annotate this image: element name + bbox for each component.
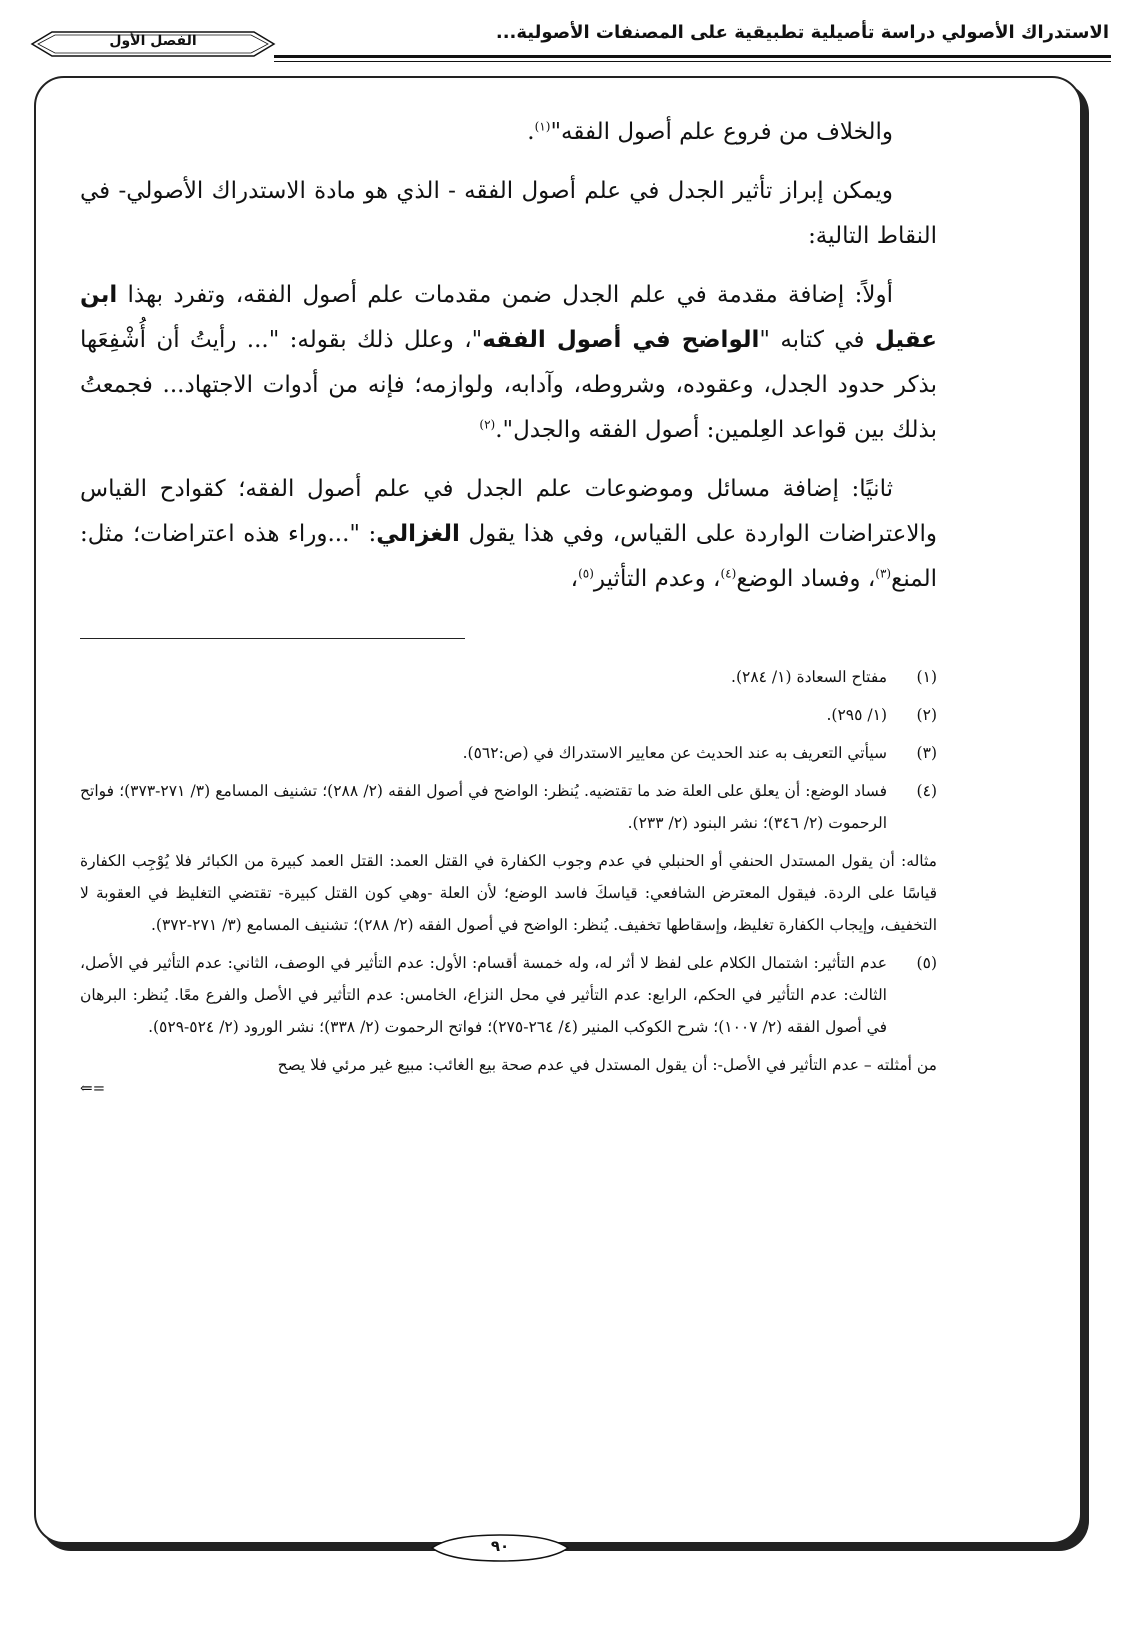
footnote-2	[80, 699, 937, 731]
chapter-label: الفصل الأول	[109, 33, 197, 49]
header-rule-thick	[274, 55, 1111, 58]
page-content	[80, 110, 937, 1101]
author-ghazali: الغزالي	[376, 521, 460, 547]
footnote-5-example: من أمثلته – عدم التأثير في الأصل-: أن يقول المستدل في عدم صحة بيع الغائب: مبيع غير مرئي فلا يصح =⇐	[80, 1056, 937, 1097]
footnote-text: فساد الوضع: أن يعلق على العلة ضد ما تقتضيه. يُنظر: الواضح في أصول الفقه (٢/ ٢٨٨)؛ تشنيف المسامع (٣/ ٢٧١-٣٧٣)؛ فواتح الرحموت (٢/ ٣٤٦)؛ نشر البنود (٢/ ٢٣٣).	[80, 782, 887, 832]
page-number: ٩٠	[490, 1537, 510, 1555]
footnote-4-example: مثاله: أن يقول المستدل الحنفي أو الحنبلي في عدم وجوب الكفارة في القتل العمد: القتل العمد كبيرة من الكبائر فلا يُوْجِب الكفارة قياسًا على الردة. فيقول المعترض الشافعي: قياسكَ فاسد الوضع؛ لأن العلة -وهي كون القتل كبيرة- تقتضي التغليظ في العقوبة لا التخفيف، وإيجاب الكفارة تغليظ، وإسقاطها تخفيف. يُنظر: الواضح في أصول الفقه (٢/ ٢٨٨)؛ تشنيف المسامع (٣/ ٢٧١-٣٧٢).	[80, 852, 937, 934]
footnotes	[80, 661, 937, 1095]
paragraph-1: والخلاف من فروع علم أصول الفقه"$^{(١)}$.	[527, 119, 893, 145]
header-rule-thin	[274, 61, 1111, 62]
footnote-number: (٣)	[916, 744, 937, 762]
footnote-text: (١/ ٢٩٥).	[826, 706, 887, 724]
chapter-tab	[30, 30, 276, 58]
footnote-text: عدم التأثير: اشتمال الكلام على لفظ لا أثر له، وله خمسة أقسام: الأول: عدم التأثير في الوصف، الثاني: عدم التأثير في الأصل، الثالث: عدم التأثير في الحكم، الرابع: عدم التأثير في محل النزاع، الخامس: عدم التأثير في الأصل والفرع معًا. يُنظر: البرهان في أصول الفقه (٢/ ١٠٠٧)؛ شرح الكوكب المنير (٤/ ٢٦٤-٢٧٥)؛ فواتح الرحموت (٢/ ٣٣٨)؛ نشر الورود (٢/ ٥٢٤-٥٢٩).	[80, 954, 887, 1036]
footnote-1	[80, 661, 937, 693]
footnote-ref-3: (٣)	[875, 566, 892, 581]
paragraph-3: أولاً: إضافة مقدمة في علم الجدل ضمن مقدمات علم أصول الفقه، وتفرد بهذا ابن عقيل في كتابه "الواضح في أصول الفقه"، وعلل ذلك بقوله: "... رأيتُ أن أُشْفِعَها بذكر حدود الجدل، وعقوده، وشروطه، وآدابه، ولوازمه؛ فإنه من أدوات الاجتهاد... فجمعتُ بذلك بين قواعد العِلمين: أصول الفقه والجدل".$^{(٢)}$	[80, 282, 937, 443]
footnote-ref-4: (٤)	[720, 566, 737, 581]
continuation-mark: =⇐	[80, 1079, 106, 1097]
page-number-badge	[430, 1533, 570, 1563]
footnote-number: (١)	[916, 668, 937, 686]
footnote-separator	[80, 638, 465, 639]
footnote-4	[80, 775, 937, 839]
footnote-number: (٥)	[916, 954, 937, 972]
footnote-number: (٢)	[916, 706, 937, 724]
footnote-5	[80, 947, 937, 1043]
book-title-wadih: الواضح في أصول الفقه	[482, 327, 760, 353]
footnote-3	[80, 737, 937, 769]
paragraph-4: ثانيًا: إضافة مسائل وموضوعات علم الجدل في علم أصول الفقه؛ كقوادح القياس والاعتراضات الواردة على القياس، وفي هذا يقول الغزالي: "...وراء هذه اعتراضات؛ مثل: المنع$^{(٣)}$، وفساد الوضع$^{(٤)}$، وعدم التأثير$^{(٥)}$،	[80, 476, 937, 592]
paragraph-2: ويمكن إبراز تأثير الجدل في علم أصول الفقه - الذي هو مادة الاستدراك الأصولي- في النقاط التالية:	[80, 178, 937, 249]
author-ibn-aqil: ابن عقيل	[80, 282, 937, 353]
footnote-ref-5: (٥)	[578, 566, 594, 581]
footnote-ref-2: (٢)	[479, 417, 496, 432]
footnote-ref-1: (١)	[534, 119, 551, 134]
book-title: الاستدراك الأصولي دراسة تأصيلية تطبيقية على المصنفات الأصولية...	[495, 22, 1109, 43]
footnote-text: سيأتي التعريف به عند الحديث عن معايير الاستدراك في (ص:٥٦٢).	[462, 744, 887, 762]
footnote-number: (٤)	[916, 782, 937, 800]
footnote-text: مفتاح السعادة (١/ ٢٨٤).	[731, 668, 887, 686]
